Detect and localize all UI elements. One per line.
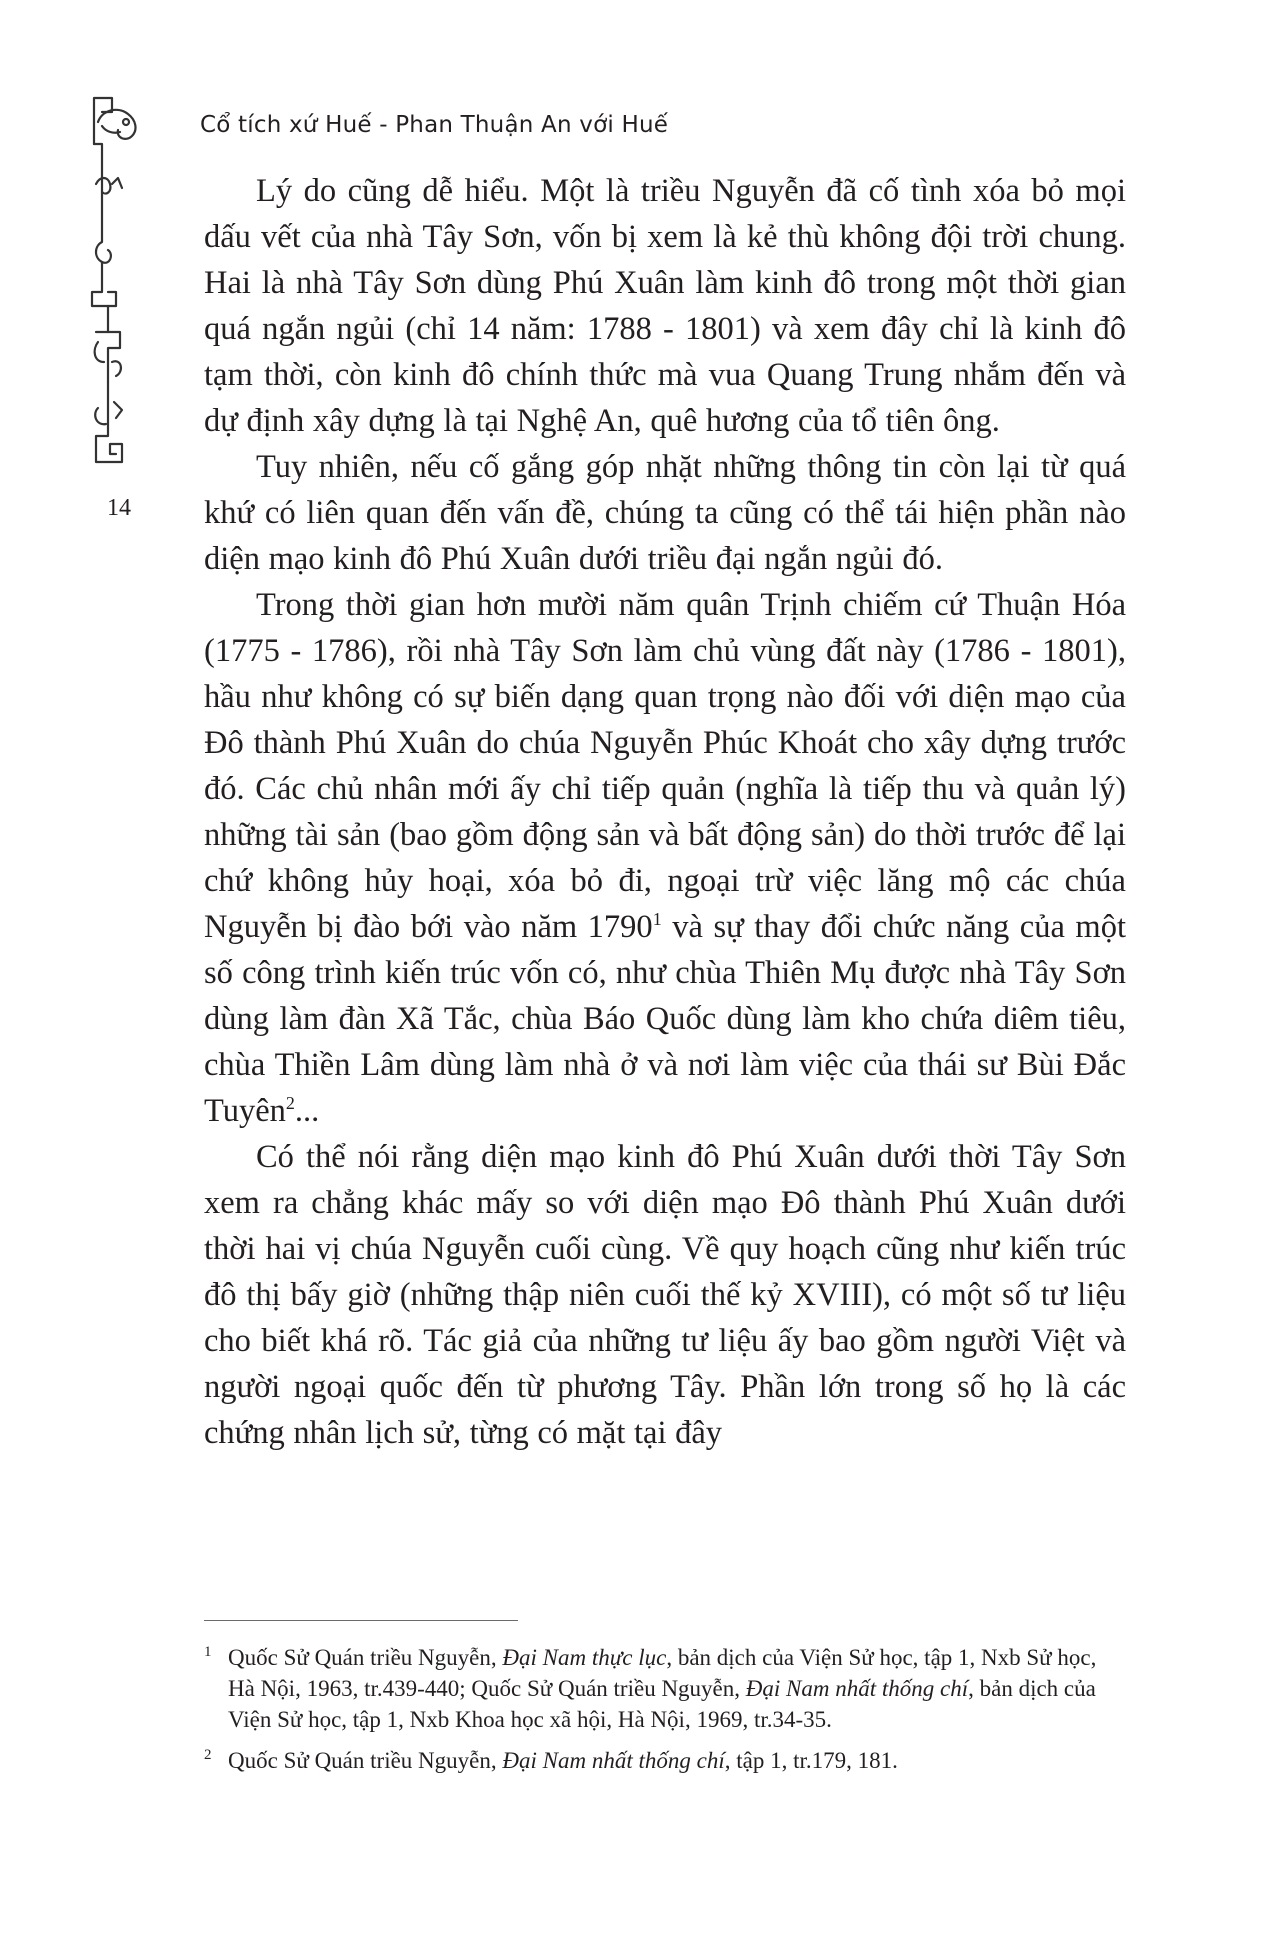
paragraph: Lý do cũng dễ hiểu. Một là triều Nguyễn đã cố tình xóa bỏ mọi dấu vết của nhà Tây Sơn, vốn bị xem là kẻ thù không đội trời chung. Hai là nhà Tây Sơn dùng Phú Xuân làm kinh đô trong một thời gian quá ngắn ngủi (chỉ 14 năm: 1788 - 1801) và xem đây chỉ là kinh đô tạm thời, còn kinh đô chính thức mà vua Quang Trung nhắm đến và dự định xây dựng là tại Nghệ An, quê hương của tổ tiên ông. xyxy=(204,173,1126,439)
book-title: Đại Nam nhất thống chí xyxy=(745,1676,969,1701)
footnote-text xyxy=(224,1642,1126,1735)
running-header: Cổ tích xứ Huế - Phan Thuận An với Huế xyxy=(200,112,669,138)
paragraph xyxy=(204,582,1126,1134)
paragraph: Có thể nói rằng diện mạo kinh đô Phú Xuân dưới thời Tây Sơn xem ra chẳng khác mấy so với diện mạo Đô thành Phú Xuân dưới thời hai vị chúa Nguyễn cuối cùng. Về quy hoạch cũng như kiến trúc đô thị bấy giờ (những thập niên cuối thế kỷ XVIII), có một số tư liệu cho biết khá rõ. Tác giả của những tư liệu ấy bao gồm người Việt và người ngoại quốc đến từ phương Tây. Phần lớn trong số họ là các chứng nhân lịch sử, từng có mặt tại đây xyxy=(204,1139,1126,1451)
footnote-segment: , tập 1, tr.179, 181. xyxy=(724,1748,898,1773)
footnote-segment: , bản dịch của Viện Sử học, tập 1, Nxb Sử học, Hà Nội, 1963, tr.439-440; Quốc Sử Quán triều Nguyễn, xyxy=(228,1645,1097,1701)
paragraph: Tuy nhiên, nếu cố gắng góp nhặt những thông tin còn lại từ quá khứ có liên quan đến vấn đề, chúng ta cũng có thể tái hiện phần nào diện mạo kinh đô Phú Xuân dưới triều đại ngắn ngủi đó. xyxy=(204,449,1126,577)
footnote-reference[interactable]: 2 xyxy=(285,1093,295,1114)
footnote-segment: , bản dịch của Viện Sử học, tập 1, Nxb Khoa học xã hội, Hà Nội, 1969, tr.34-35. xyxy=(228,1676,1096,1732)
footnote-segment: Quốc Sử Quán triều Nguyễn, xyxy=(228,1748,503,1773)
footnote-mark: 1 xyxy=(204,1644,212,1660)
footnote-text xyxy=(224,1745,1126,1776)
footnote-mark: 2 xyxy=(204,1747,212,1763)
footnote-reference[interactable]: 1 xyxy=(652,909,662,930)
book-title: Đại Nam thực lục xyxy=(502,1645,667,1670)
paragraph-text: Trong thời gian hơn mười năm quân Trịnh chiếm cứ Thuận Hóa (1775 - 1786), rồi nhà Tây Sơn làm chủ vùng đất này (1786 - 1801), hầu như không có sự biến dạng quan trọng nào đối với diện mạo của Đô thành Phú Xuân do chúa Nguyễn Phúc Khoát cho xây dựng trước đó. Các chủ nhân mới ấy chỉ tiếp quản (nghĩa là tiếp thu và quản lý) những tài sản (bao gồm động sản và bất động sản) do thời trước để lại chứ không hủy hoại, xóa bỏ đi, ngoại trừ việc lăng mộ các chúa Nguyễn bị đào bới vào năm 1790 xyxy=(204,587,1126,945)
page-number: 14 xyxy=(107,495,131,521)
footnotes xyxy=(204,1632,1126,1776)
footnote xyxy=(204,1745,1126,1776)
paragraph-text: và sự thay đổi chức năng của một số công trình kiến trúc vốn có, như chùa Thiên Mụ được nhà Tây Sơn dùng làm đàn Xã Tắc, chùa Báo Quốc dùng làm kho chứa diêm tiêu, chùa Thiền Lâm dùng làm nhà ở và nơi làm việc của thái sư Bùi Đắc Tuyên xyxy=(204,909,1126,1129)
dragon-ornament-icon xyxy=(88,92,146,470)
paragraph-text: ... xyxy=(294,1093,320,1129)
footnote xyxy=(204,1642,1126,1735)
footnote-segment: Quốc Sử Quán triều Nguyễn, xyxy=(228,1645,503,1670)
book-title: Đại Nam nhất thống chí xyxy=(502,1748,725,1773)
body-text xyxy=(204,168,1126,1456)
footnote-divider xyxy=(204,1620,518,1621)
